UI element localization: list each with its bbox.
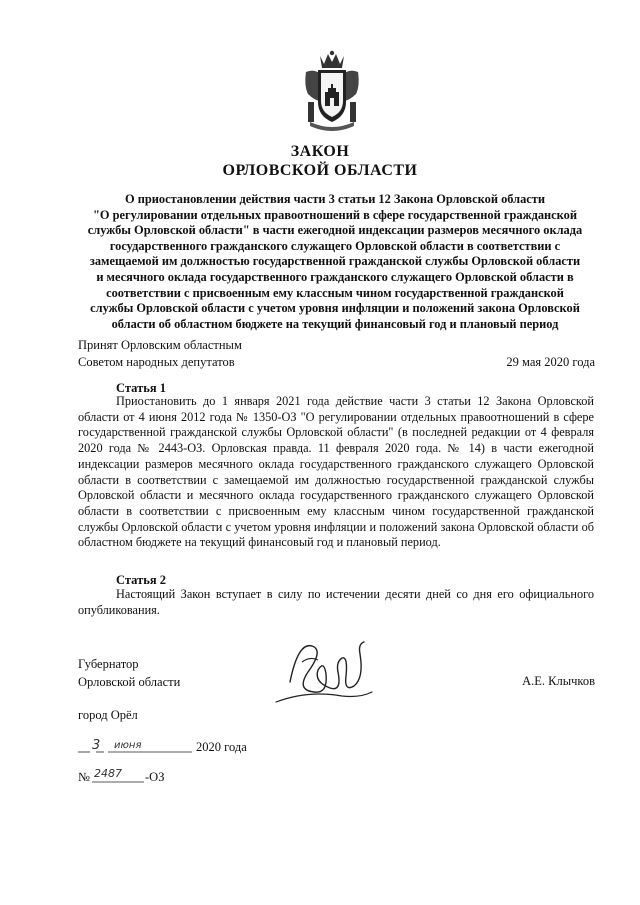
adoption-date: 29 мая 2020 года	[506, 355, 595, 369]
article-1-text: Приостановить до 1 января 2021 года действие части 3 статьи 12 Закона Орловской области от 4 июня 2012 года № 1350-ОЗ "О регулировании отдельных правоотношений в сфере государственной гражданской службы Орловской области" (в последней редакции от 4 февраля 2020 года № 2443-ОЗ. Орловская правда. 11 февраля 2020 года. № 14) в части ежегодной индексации размеров месячного оклада государственного гражданского служащего Орловской области в соответствии с замещаемой им должностью государственной гражданской службы Орловской области и месячного оклада государственного гражданского служащего Орловской области в соответствии с присвоенным ему классным чином государственной гражданской службы Орловской области с учетом уровня инфляции и положений закона Орловской области об областном бюджете на текущий финансовый год и плановый период.	[78, 394, 594, 550]
subject-line: области об областном бюджете на текущий финансовый год и плановый период	[111, 316, 559, 331]
law-subject	[70, 192, 600, 332]
subject-line: государственного гражданского служащего Орловской области в соответствии с	[109, 238, 561, 253]
adoption-line: Принят Орловским областным	[78, 338, 242, 352]
article-1-heading: Статья 1	[116, 381, 166, 395]
document-region: ОРЛОВСКОЙ ОБЛАСТИ	[222, 162, 418, 179]
adoption-line: Советом народных депутатов	[78, 355, 235, 369]
signing-year: 2020 года	[196, 740, 247, 754]
signatory-name: А.Е. Клычков	[522, 674, 595, 688]
signing-day: 3	[92, 738, 101, 753]
article-2-text: Настоящий Закон вступает в силу по истечении десяти дней со дня его официального опубликования.	[78, 587, 594, 617]
signing-month: июня	[114, 740, 142, 751]
subject-line: и месячного оклада государственного гражданского служащего Орловской области в	[96, 269, 574, 284]
subject-line: О приостановлении действия части 3 статьи 12 Закона Орловской области	[124, 192, 546, 206]
number-value: 2487	[94, 767, 122, 780]
subject-line: соответствии с присвоенным ему классным чином государственной гражданской	[106, 285, 564, 300]
adoption-body	[78, 337, 242, 371]
law-number	[78, 767, 278, 787]
signature-icon	[268, 632, 380, 718]
signatory-title-line: Губернатор	[78, 657, 139, 671]
subject-line: службы Орловской области с учетом уровня инфляции и положений закона Орловской	[90, 301, 580, 316]
number-suffix: -ОЗ	[145, 770, 165, 784]
signatory-title	[78, 655, 180, 691]
signing-date	[78, 737, 278, 757]
subject-line: замещаемой им должностью государственной гражданской службы Орловской области	[89, 254, 581, 269]
document-type: ЗАКОН	[290, 143, 350, 160]
coat-of-arms-icon	[300, 50, 364, 132]
city: город Орёл	[78, 708, 138, 722]
number-prefix: №	[78, 770, 90, 784]
subject-line: "О регулировании отдельных правоотношений в сфере государственной гражданской	[93, 207, 577, 222]
signatory-title-line: Орловской области	[78, 675, 181, 689]
subject-line: службы Орловской области" в части ежегодной индексации размеров месячного оклада	[87, 223, 583, 238]
article-2-heading: Статья 2	[116, 573, 166, 587]
